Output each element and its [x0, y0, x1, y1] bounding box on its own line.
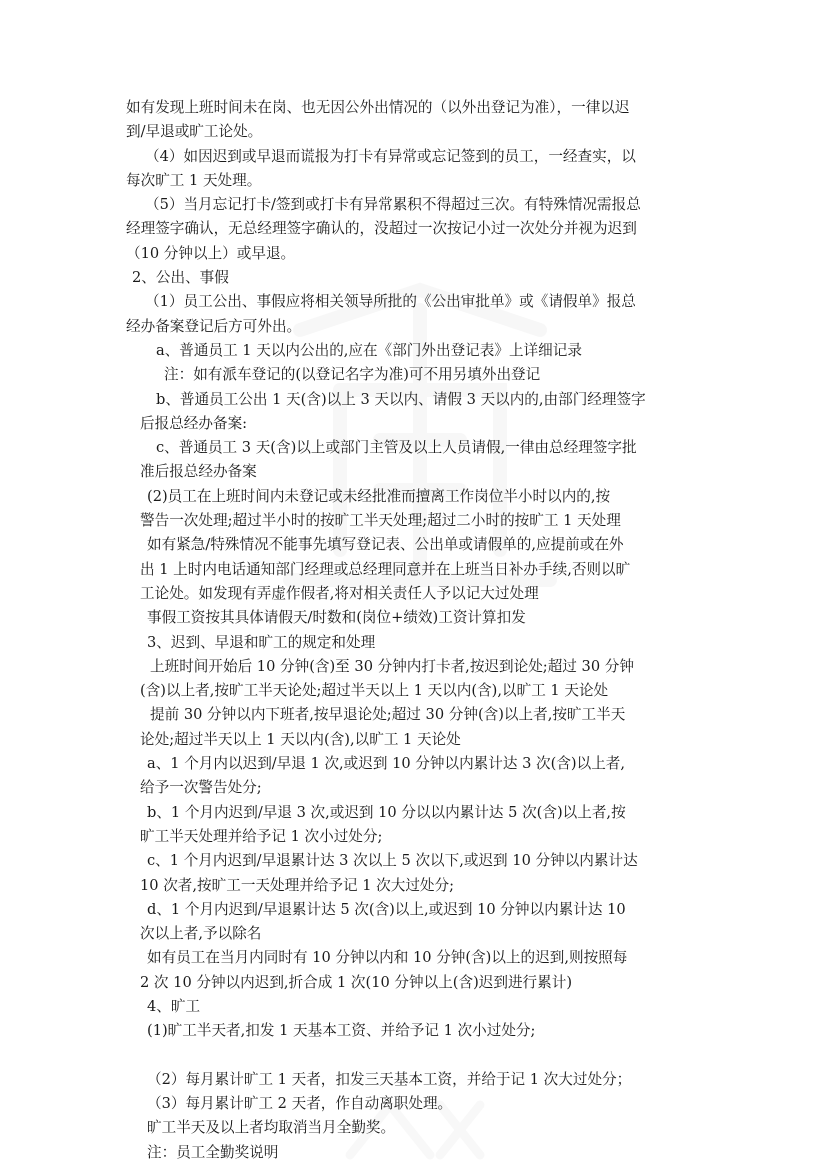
text-line: 工论处。如发现有弄虚作假者,将对相关责任人予以记大过处理	[140, 584, 539, 602]
text-line: 准后报总经办备案	[140, 463, 257, 481]
text-line: 旷工半天处理并给予记 1 次小过处分;	[140, 827, 383, 845]
text-line: 注：如有派车登记的(以登记名字为准)可不用另填外出登记	[164, 366, 541, 384]
text-line: 上班时间开始后 10 分钟(含)至 30 分钟内打卡者,按迟到论处;超过 30 分钟	[150, 657, 634, 675]
text-line: a、1 个月内以迟到/早退 1 次,或迟到 10 分钟以内累计达 3 次(含)以上者,	[147, 755, 626, 773]
text-line: 每次旷工 1 天处理。	[126, 171, 262, 189]
document-body	[126, 96, 716, 1165]
text-line: (1)旷工半天者,扣发 1 天基本工资、并给予记 1 次小过处分;	[147, 1022, 536, 1040]
text-line: 如有发现上班时间未在岗、也无因公外出情况的（以外出登记为准），一律以迟	[126, 99, 630, 116]
text-line: 次以上者,予以除名	[140, 925, 262, 943]
text-line: 论处;超过半天以上 1 天以内(含),以旷工 1 天论处	[140, 730, 461, 748]
text-line: c、普通员工 3 天(含)以上或部门主管及以上人员请假,一律由总经理签字批	[156, 439, 637, 457]
blank-line	[126, 1044, 716, 1068]
text-line: （2）每月累计旷工 1 天者，扣发三天基本工资，并给于记 1 次大过处分；	[147, 1070, 632, 1088]
text-line: a、普通员工 1 天以内公出的,应在《部门外出登记表》上详细记录	[156, 341, 582, 359]
text-line: 注：员工全勤奖说明	[147, 1143, 279, 1161]
text-line: 如有紧急/特殊情况不能事先填写登记表、公出单或请假单的,应提前或在外	[147, 536, 624, 554]
text-line: （4）如因迟到或早退而谎报为打卡有异常或忘记签到的员工，一经查实，以	[145, 147, 636, 165]
text-line: 给予一次警告处分;	[140, 779, 262, 797]
text-line: 旷工半天及以上者均取消当月全勤奖。	[147, 1119, 396, 1137]
text-line: (2)员工在上班时间内未登记或未经批准而擅离工作岗位半小时以内的,按	[147, 487, 611, 505]
text-line: 2 次 10 分钟以内迟到,折合成 1 次(10 分钟以上(含)迟到进行累计)	[140, 973, 573, 991]
text-line: b、1 个月内迟到/早退 3 次,或迟到 10 分以以内累计达 5 次(含)以上者,按	[147, 803, 626, 821]
text-line: c、1 个月内迟到/早退累计达 3 次以上 5 次以下,或迟到 10 分钟以内累计达	[147, 852, 638, 870]
text-line: 2、公出、事假	[132, 269, 229, 287]
text-line: b、普通员工公出 1 天(含)以上 3 天以内、请假 3 天以内的,由部门经理签字	[156, 390, 646, 408]
text-line: 到/早退或旷工论处。	[126, 123, 263, 141]
text-line: 警告一次处理;超过半小时的按旷工半天处理;超过二小时的按旷工 1 天处理	[140, 512, 621, 530]
text-line: 提前 30 分钟以内下班者,按早退论处;超过 30 分钟(含)以上者,按旷工半天	[150, 706, 626, 724]
text-line: （1）员工公出、事假应将相关领导所批的《公出审批单》或《请假单》报总	[145, 293, 636, 311]
text-line: 经理签字确认，无总经理签字确认的，没超过一次按记小过一次处分并视为迟到	[126, 220, 637, 238]
text-line: 10 次者,按旷工一天处理并给予记 1 次大过处分;	[140, 876, 455, 894]
text-line: （10 分钟以上）或早退。	[126, 244, 296, 262]
text-line: 经办备案登记后方可外出。	[126, 317, 302, 335]
text-line: d、1 个月内迟到/早退累计达 5 次(含)以上,或迟到 10 分钟以内累计达 10	[147, 900, 626, 918]
text-line: 事假工资按其具体请假天/时数和(岗位+绩效)工资计算扣发	[147, 609, 526, 627]
text-line: 出 1 上时内电话通知部门经理或总经理同意并在上班当日补办手续,否则以旷	[140, 560, 631, 578]
text-line: (含)以上者,按旷工半天论处;超过半天以上 1 天以内(含),以旷工 1 天论处	[140, 682, 609, 700]
text-line: 3、迟到、早退和旷工的规定和处理	[147, 633, 376, 651]
text-line: 后报总经办备案:	[140, 414, 248, 432]
text-line: 如有员工在当月内同时有 10 分钟以内和 10 分钟(含)以上的迟到,则按照每	[147, 949, 628, 967]
text-line: 4、旷工	[147, 997, 201, 1015]
text-line: （3）每月累计旷工 2 天者，作自动离职处理。	[147, 1095, 453, 1113]
text-line: （5）当月忘记打卡/签到或打卡有异常累积不得超过三次。有特殊情况需报总	[145, 196, 641, 214]
